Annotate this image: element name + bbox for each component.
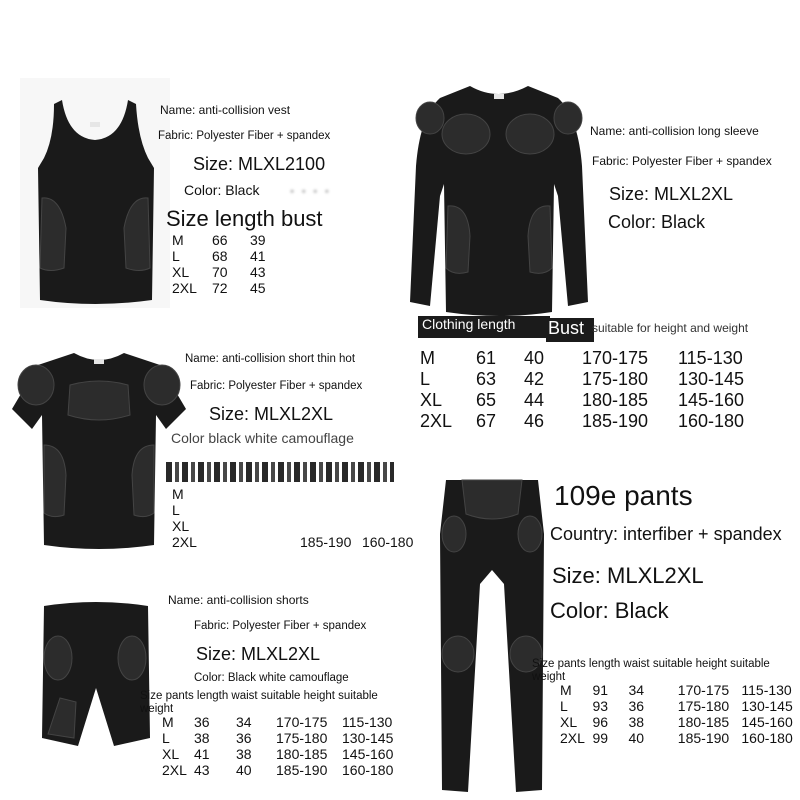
table-row bbox=[162, 746, 398, 762]
table-row bbox=[560, 698, 800, 714]
long-sleeve-header-clothing: Clothing length bbox=[418, 316, 550, 338]
table-cell bbox=[210, 486, 250, 502]
table-cell: L bbox=[172, 248, 180, 264]
table-cell: 180-185 bbox=[276, 746, 328, 762]
vest-table-title: Size length bust bbox=[166, 206, 323, 231]
table-row bbox=[172, 534, 413, 550]
table-cell: 91 bbox=[592, 682, 609, 698]
table-row bbox=[420, 348, 748, 369]
table-cell: 36 bbox=[628, 698, 645, 714]
table-cell: 36 bbox=[194, 714, 210, 730]
long-sleeve-header-suitable: suitable for height and weight bbox=[592, 321, 749, 335]
table-cell: 185-190 bbox=[276, 762, 328, 778]
short-sleeve-size: Size: MLXL2XL bbox=[209, 404, 334, 424]
vest-size-table bbox=[172, 232, 362, 296]
table-cell: M bbox=[172, 486, 184, 502]
table-cell: L bbox=[420, 369, 431, 389]
table-cell: 130-145 bbox=[741, 698, 793, 714]
pants-size: Size: MLXL2XL bbox=[552, 563, 704, 588]
table-cell: 145-160 bbox=[678, 390, 745, 410]
pants-image bbox=[432, 474, 552, 798]
table-cell: 38 bbox=[236, 746, 252, 762]
table-row bbox=[560, 714, 800, 730]
table-cell: 170-175 bbox=[582, 348, 649, 368]
table-cell bbox=[250, 502, 300, 518]
table-cell bbox=[296, 280, 332, 296]
table-cell: L bbox=[172, 502, 180, 518]
table-cell: 36 bbox=[236, 730, 252, 746]
long-sleeve-fabric: Fabric: Polyester Fiber + spandex bbox=[592, 154, 772, 168]
table-cell bbox=[210, 518, 250, 534]
table-cell bbox=[300, 486, 362, 502]
table-cell: 130-145 bbox=[678, 369, 745, 389]
table-cell: 68 bbox=[212, 248, 228, 264]
table-cell: 180-185 bbox=[582, 390, 649, 410]
short-sleeve-size-table bbox=[172, 486, 413, 550]
table-cell: 2XL bbox=[172, 280, 197, 296]
table-cell bbox=[332, 232, 362, 248]
table-cell: 34 bbox=[236, 714, 252, 730]
pants-color: Color: Black bbox=[550, 598, 669, 623]
table-cell: 160-180 bbox=[678, 411, 745, 431]
table-cell: 185-190 bbox=[582, 411, 649, 431]
table-cell: 2XL bbox=[162, 762, 187, 778]
table-cell bbox=[300, 518, 362, 534]
table-cell bbox=[296, 248, 332, 264]
table-cell: 185-190 bbox=[677, 730, 730, 746]
table-cell: 39 bbox=[250, 232, 266, 248]
long-sleeve-size-table bbox=[420, 348, 748, 432]
table-cell: 160-180 bbox=[342, 762, 394, 778]
table-cell: 170-175 bbox=[276, 714, 328, 730]
shorts-size-table bbox=[162, 714, 398, 778]
table-cell: 2XL bbox=[420, 411, 453, 431]
table-cell bbox=[250, 534, 300, 550]
vest-fabric: Fabric: Polyester Fiber + spandex bbox=[158, 130, 331, 142]
table-cell bbox=[300, 502, 362, 518]
table-row bbox=[172, 280, 362, 296]
table-cell: 70 bbox=[212, 264, 228, 280]
table-cell: 41 bbox=[250, 248, 266, 264]
short-sleeve-image bbox=[8, 345, 190, 551]
pants-country: Country: interfiber + spandex bbox=[550, 524, 782, 544]
table-cell bbox=[296, 232, 332, 248]
long-sleeve-image bbox=[408, 76, 590, 322]
table-cell: XL bbox=[420, 390, 443, 410]
short-sleeve-name: Name: anti-collision short thin hot bbox=[185, 353, 356, 365]
table-row bbox=[560, 682, 800, 698]
table-row bbox=[420, 411, 748, 432]
long-sleeve-header-bust: Bust bbox=[546, 318, 594, 342]
table-row bbox=[172, 502, 413, 518]
table-cell: 66 bbox=[212, 232, 228, 248]
long-sleeve-name: Name: anti-collision long sleeve bbox=[590, 124, 759, 138]
short-sleeve-header-garbled bbox=[166, 462, 394, 482]
table-row bbox=[420, 369, 748, 390]
table-row bbox=[162, 714, 398, 730]
table-cell: XL bbox=[162, 746, 180, 762]
table-cell: 43 bbox=[250, 264, 266, 280]
table-cell: 175-180 bbox=[276, 730, 328, 746]
short-sleeve-fabric: Fabric: Polyester Fiber + spandex bbox=[190, 380, 363, 392]
table-cell: M bbox=[420, 348, 435, 368]
table-cell: 40 bbox=[236, 762, 252, 778]
table-cell: 34 bbox=[628, 682, 645, 698]
table-cell: 115-130 bbox=[342, 714, 393, 730]
shorts-size: Size: MLXL2XL bbox=[196, 644, 321, 664]
table-cell: 45 bbox=[250, 280, 266, 296]
table-cell: 145-160 bbox=[342, 746, 394, 762]
table-row bbox=[172, 486, 413, 502]
table-cell: 38 bbox=[628, 714, 645, 730]
table-row bbox=[172, 264, 362, 280]
shorts-name: Name: anti-collision shorts bbox=[168, 593, 309, 607]
table-cell bbox=[362, 486, 413, 502]
table-cell bbox=[250, 518, 300, 534]
table-cell: 40 bbox=[628, 730, 645, 746]
table-cell: 160-180 bbox=[362, 534, 414, 550]
table-cell: 175-180 bbox=[582, 369, 649, 389]
table-cell: 46 bbox=[524, 411, 545, 431]
table-cell bbox=[250, 486, 300, 502]
pants-title: 109e pants bbox=[554, 480, 693, 511]
table-cell: 99 bbox=[592, 730, 609, 746]
table-row bbox=[172, 232, 362, 248]
vest-color-blurred: ◦ ◦ ◦ ◦ bbox=[290, 184, 332, 198]
table-row bbox=[162, 762, 398, 778]
table-cell: M bbox=[172, 232, 184, 248]
table-cell: 2XL bbox=[172, 534, 197, 550]
table-cell: M bbox=[162, 714, 174, 730]
table-cell: 44 bbox=[524, 390, 545, 410]
table-cell: XL bbox=[172, 518, 190, 534]
table-cell: 93 bbox=[592, 698, 609, 714]
shorts-fabric: Fabric: Polyester Fiber + spandex bbox=[194, 620, 367, 632]
vest-color: Color: Black bbox=[184, 182, 260, 198]
table-cell: 2XL bbox=[560, 730, 585, 746]
table-cell: L bbox=[560, 698, 568, 714]
table-cell: 96 bbox=[592, 714, 609, 730]
table-row bbox=[560, 730, 800, 746]
table-cell: 180-185 bbox=[677, 714, 730, 730]
table-cell bbox=[210, 502, 250, 518]
table-row bbox=[172, 248, 362, 264]
table-cell: 38 bbox=[194, 730, 210, 746]
table-cell: 170-175 bbox=[677, 682, 730, 698]
long-sleeve-color: Color: Black bbox=[608, 212, 706, 232]
table-cell bbox=[296, 264, 332, 280]
pants-table-header: Size pants length waist suitable height suitable weight bbox=[532, 658, 770, 683]
table-cell: 63 bbox=[476, 369, 497, 389]
table-row bbox=[172, 518, 413, 534]
table-cell: 41 bbox=[194, 746, 210, 762]
table-row bbox=[420, 390, 748, 411]
table-cell: 115-130 bbox=[678, 348, 743, 368]
table-cell: 61 bbox=[476, 348, 497, 368]
table-cell bbox=[332, 280, 362, 296]
table-cell: XL bbox=[560, 714, 578, 730]
table-cell: 175-180 bbox=[677, 698, 730, 714]
table-cell: 43 bbox=[194, 762, 210, 778]
table-cell: 42 bbox=[524, 369, 545, 389]
shorts-color: Color: Black white camouflage bbox=[194, 672, 349, 684]
vest-name: Name: anti-collision vest bbox=[160, 103, 291, 117]
table-cell: 185-190 bbox=[300, 534, 352, 550]
table-cell: XL bbox=[172, 264, 190, 280]
table-cell bbox=[210, 534, 250, 550]
table-cell: 160-180 bbox=[741, 730, 793, 746]
table-cell: 130-145 bbox=[342, 730, 394, 746]
shorts-image bbox=[40, 598, 152, 780]
table-cell bbox=[362, 518, 413, 534]
table-cell: 40 bbox=[524, 348, 545, 368]
short-sleeve-color: Color black white camouflage bbox=[171, 430, 354, 446]
pants-size-table bbox=[560, 682, 800, 746]
long-sleeve-size: Size: MLXL2XL bbox=[609, 184, 734, 204]
vest-size: Size: MLXL2100 bbox=[193, 154, 326, 174]
table-cell bbox=[332, 264, 362, 280]
table-cell bbox=[332, 248, 362, 264]
shorts-table-header: Size pants length waist suitable height suitable weight bbox=[140, 690, 378, 715]
table-row bbox=[162, 730, 398, 746]
table-cell: 67 bbox=[476, 411, 497, 431]
table-cell bbox=[362, 502, 413, 518]
table-cell: 65 bbox=[476, 390, 497, 410]
table-cell: 115-130 bbox=[741, 682, 792, 698]
table-cell: 72 bbox=[212, 280, 228, 296]
table-cell: L bbox=[162, 730, 170, 746]
table-cell: M bbox=[560, 682, 572, 698]
vest-image bbox=[20, 78, 170, 308]
table-cell: 145-160 bbox=[741, 714, 793, 730]
